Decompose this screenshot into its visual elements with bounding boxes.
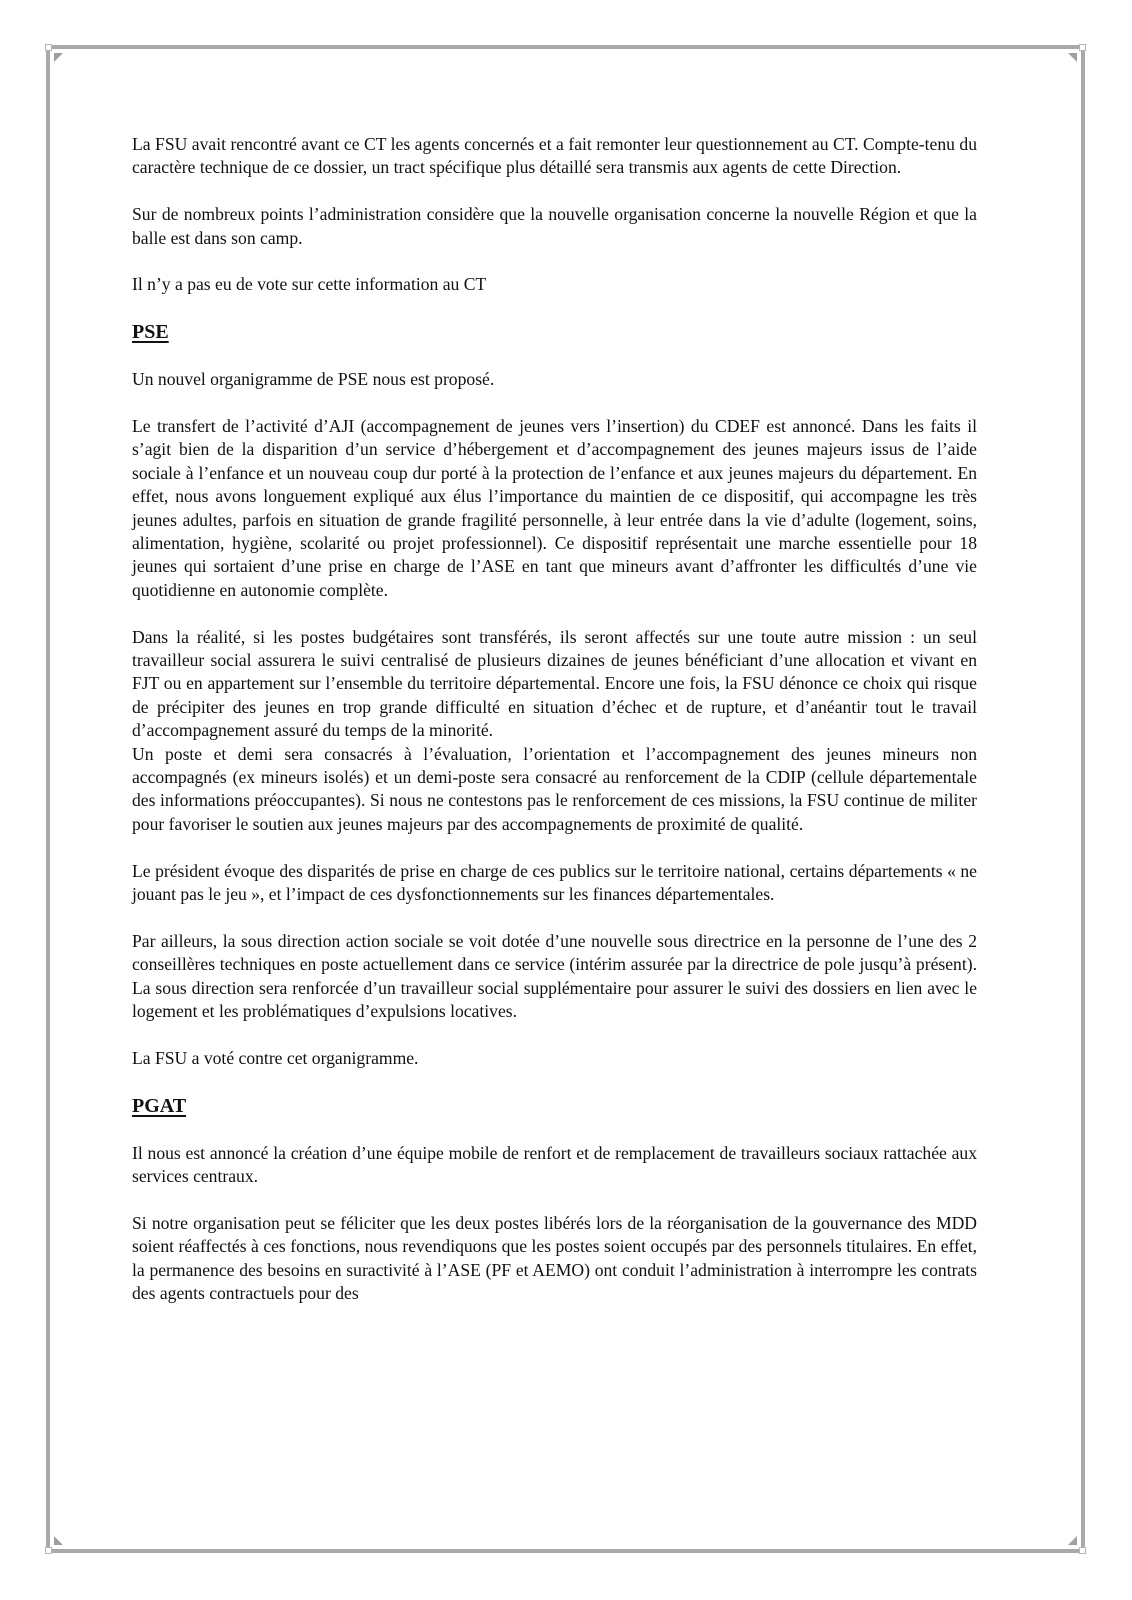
paragraph: Un poste et demi sera consacrés à l’évaluation, l’orientation et l’accompagnement des jeunes mineurs non accompagnés (ex mineurs isolés) et un demi-poste sera consacré au renforcement de la CDIP (cellule départementale des informations préoccupantes). Si nous ne contestons pas le renforcement de ces missions, la FSU continue de militer pour favoriser le soutien aux jeunes majeurs par des accompagnements de proximité de qualité. — [132, 743, 977, 834]
paragraph: Par ailleurs, la sous direction action sociale se voit dotée d’une nouvelle sous directrice en la personne de l’une des 2 conseillères techniques en poste actuellement dans ce service (intérim assurée par la directrice de pole jusqu’à présent). La sous direction sera renforcée d’un travailleur social supplémentaire pour assurer le suivi des dossiers en lien avec le logement et les problématiques d’expulsions locatives. — [132, 930, 977, 1022]
corner-triangle-icon — [1068, 53, 1077, 62]
section-heading-pgat: PGAT — [132, 1094, 187, 1117]
paragraph: Si notre organisation peut se féliciter que les deux postes libérés lors de la réorganisation de la gouvernance des MDD soient réaffectés à ces fonctions, nous revendiquons que les postes soient occupés par des personnels titulaires. En effet, la permanence des besoins en suractivité à l’ASE (PF et AEMO) ont conduit l’administration à interrompre les contrats des agents contractuels pour des — [132, 1212, 977, 1304]
paragraph: Sur de nombreux points l’administration considère que la nouvelle organisation concerne la nouvelle Région et que la balle est dans son camp. — [132, 204, 977, 248]
paragraph: Il nous est annoncé la création d’une équipe mobile de renfort et de remplacement de travailleurs sociaux rattachée aux services centraux. — [132, 1142, 977, 1187]
paragraph: Le transfert de l’activité d’AJI (accompagnement de jeunes vers l’insertion) du CDEF est annoncé. Dans les faits il s’agit bien de la disparition d’un service d’hébergement et d’accompagnement des jeunes majeurs issus de l’aide sociale à l’enfance et un nouveau coup dur porté à la protection de l’enfance et aux jeunes majeurs du département. En effet, nous avons longuement expliqué aux élus l’importance du maintien de ce dispositif, qui accompagne les très jeunes adultes, parfois en situation de grande fragilité personnelle, à leur entrée dans la vie d’adulte (logement, soins, alimentation, hygiène, scolarité ou projet professionnel). Ce dispositif représentait une marche essentielle pour 18 jeunes qui sortaient d’une prise en charge de l’ASE en tant que mineurs avant d’affronter les difficultés d’une vie quotidienne en autonomie complète. — [132, 416, 977, 600]
corner-square-icon — [1079, 44, 1086, 51]
corner-triangle-icon — [54, 1536, 63, 1545]
paragraph: La FSU avait rencontré avant ce CT les agents concernés et a fait remonter leur questionnement au CT. Compte-tenu du caractère technique de ce dossier, un tract spécifique plus détaillé sera transmis aux agents de cette Direction. — [132, 134, 977, 178]
section-heading-pse: PSE — [132, 321, 169, 344]
corner-square-icon — [45, 44, 52, 51]
corner-square-icon — [45, 1547, 52, 1554]
corner-triangle-icon — [54, 53, 63, 62]
corner-square-icon — [1079, 1547, 1086, 1554]
document-body — [132, 133, 977, 1329]
paragraph: Le président évoque des disparités de prise en charge de ces publics sur le territoire national, certains départements « ne jouant pas le jeu », et l’impact de ces dysfonctionnements sur les finances départementales. — [132, 860, 977, 905]
paragraph: Il n’y a pas eu de vote sur cette information au CT — [132, 274, 487, 295]
corner-triangle-icon — [1068, 1536, 1077, 1545]
paragraph: La FSU a voté contre cet organigramme. — [132, 1047, 419, 1068]
paragraph: Dans la réalité, si les postes budgétaires sont transférés, ils seront affectés sur une toute autre mission : un seul travailleur social assurera le suivi centralisé de plusieurs dizaines de jeunes bénéficiant d’une allocation et vivant en FJT ou en appartement sur l’ensemble du territoire départemental. Encore une fois, la FSU dénonce ce choix qui risque de précipiter des jeunes en trop grande difficulté en situation d’échec et de rupture, et d’anéantir tout le travail d’accompagnement assuré du temps de la minorité. — [132, 626, 977, 741]
paragraph: Un nouvel organigramme de PSE nous est proposé. — [132, 369, 495, 390]
